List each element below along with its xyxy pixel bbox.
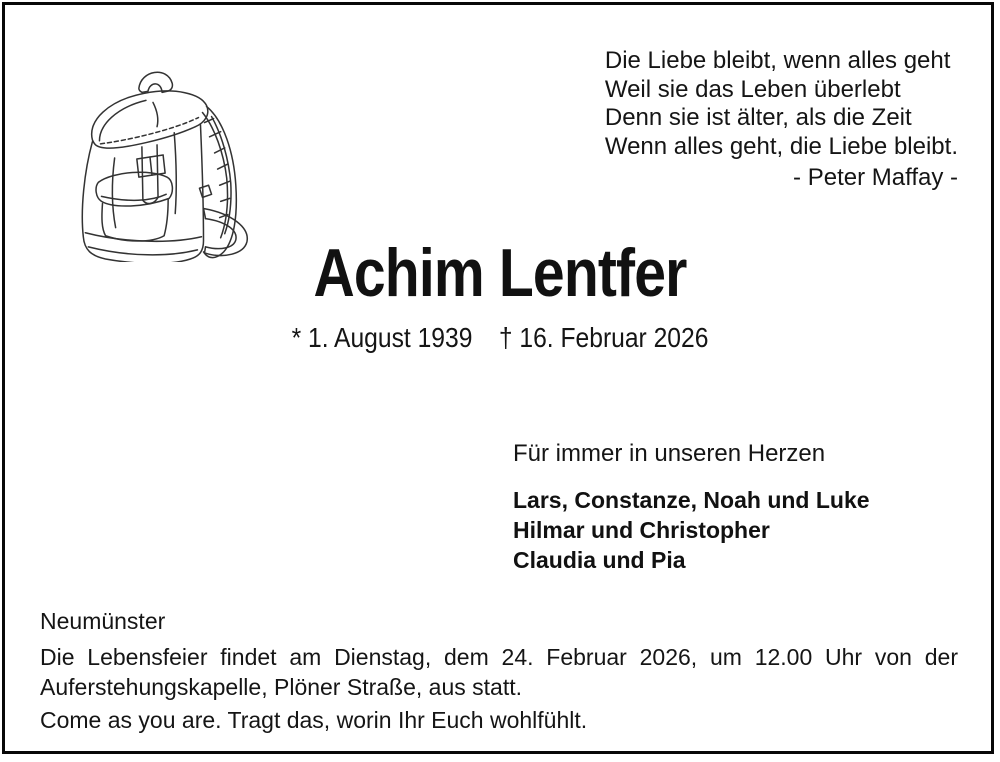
- life-dates: [60, 323, 940, 353]
- mourners-list: [513, 485, 870, 575]
- mourner-line: Lars, Constanze, Noah und Luke: [513, 487, 870, 513]
- city-label: Neumünster: [40, 608, 166, 634]
- tribute-intro: Für immer in unseren Herzen: [513, 440, 826, 467]
- poem-line: Weil sie das Leben überlebt: [604, 75, 901, 103]
- birth-date: * 1. August 1939: [291, 322, 473, 353]
- poem-line: Denn sie ist älter, als die Zeit: [604, 104, 912, 131]
- backpack-icon: [52, 60, 254, 262]
- deceased-name: Achim Lentfer: [313, 235, 687, 311]
- poem-attribution: - Peter Maffay -: [793, 164, 958, 191]
- poem-block: [605, 47, 958, 193]
- poem-line: Die Liebe bleibt, wenn alles geht: [604, 47, 951, 74]
- death-date: † 16. Februar 2026: [498, 322, 709, 353]
- dress-code-note: Come as you are. Tragt das, worin Ihr Euch wohlfühlt.: [40, 707, 588, 733]
- mourner-line: Hilmar und Christopher: [513, 517, 770, 543]
- service-details: Die Lebensfeier findet am Dienstag, dem 24. Februar 2026, um 12.00 Uhr von der Auferstehungskapelle, Plöner Straße, aus statt.: [40, 644, 958, 700]
- poem-line: Wenn alles geht, die Liebe bleibt.: [604, 132, 958, 160]
- backpack-sketch: [52, 60, 254, 262]
- mourner-line: Claudia und Pia: [513, 547, 686, 573]
